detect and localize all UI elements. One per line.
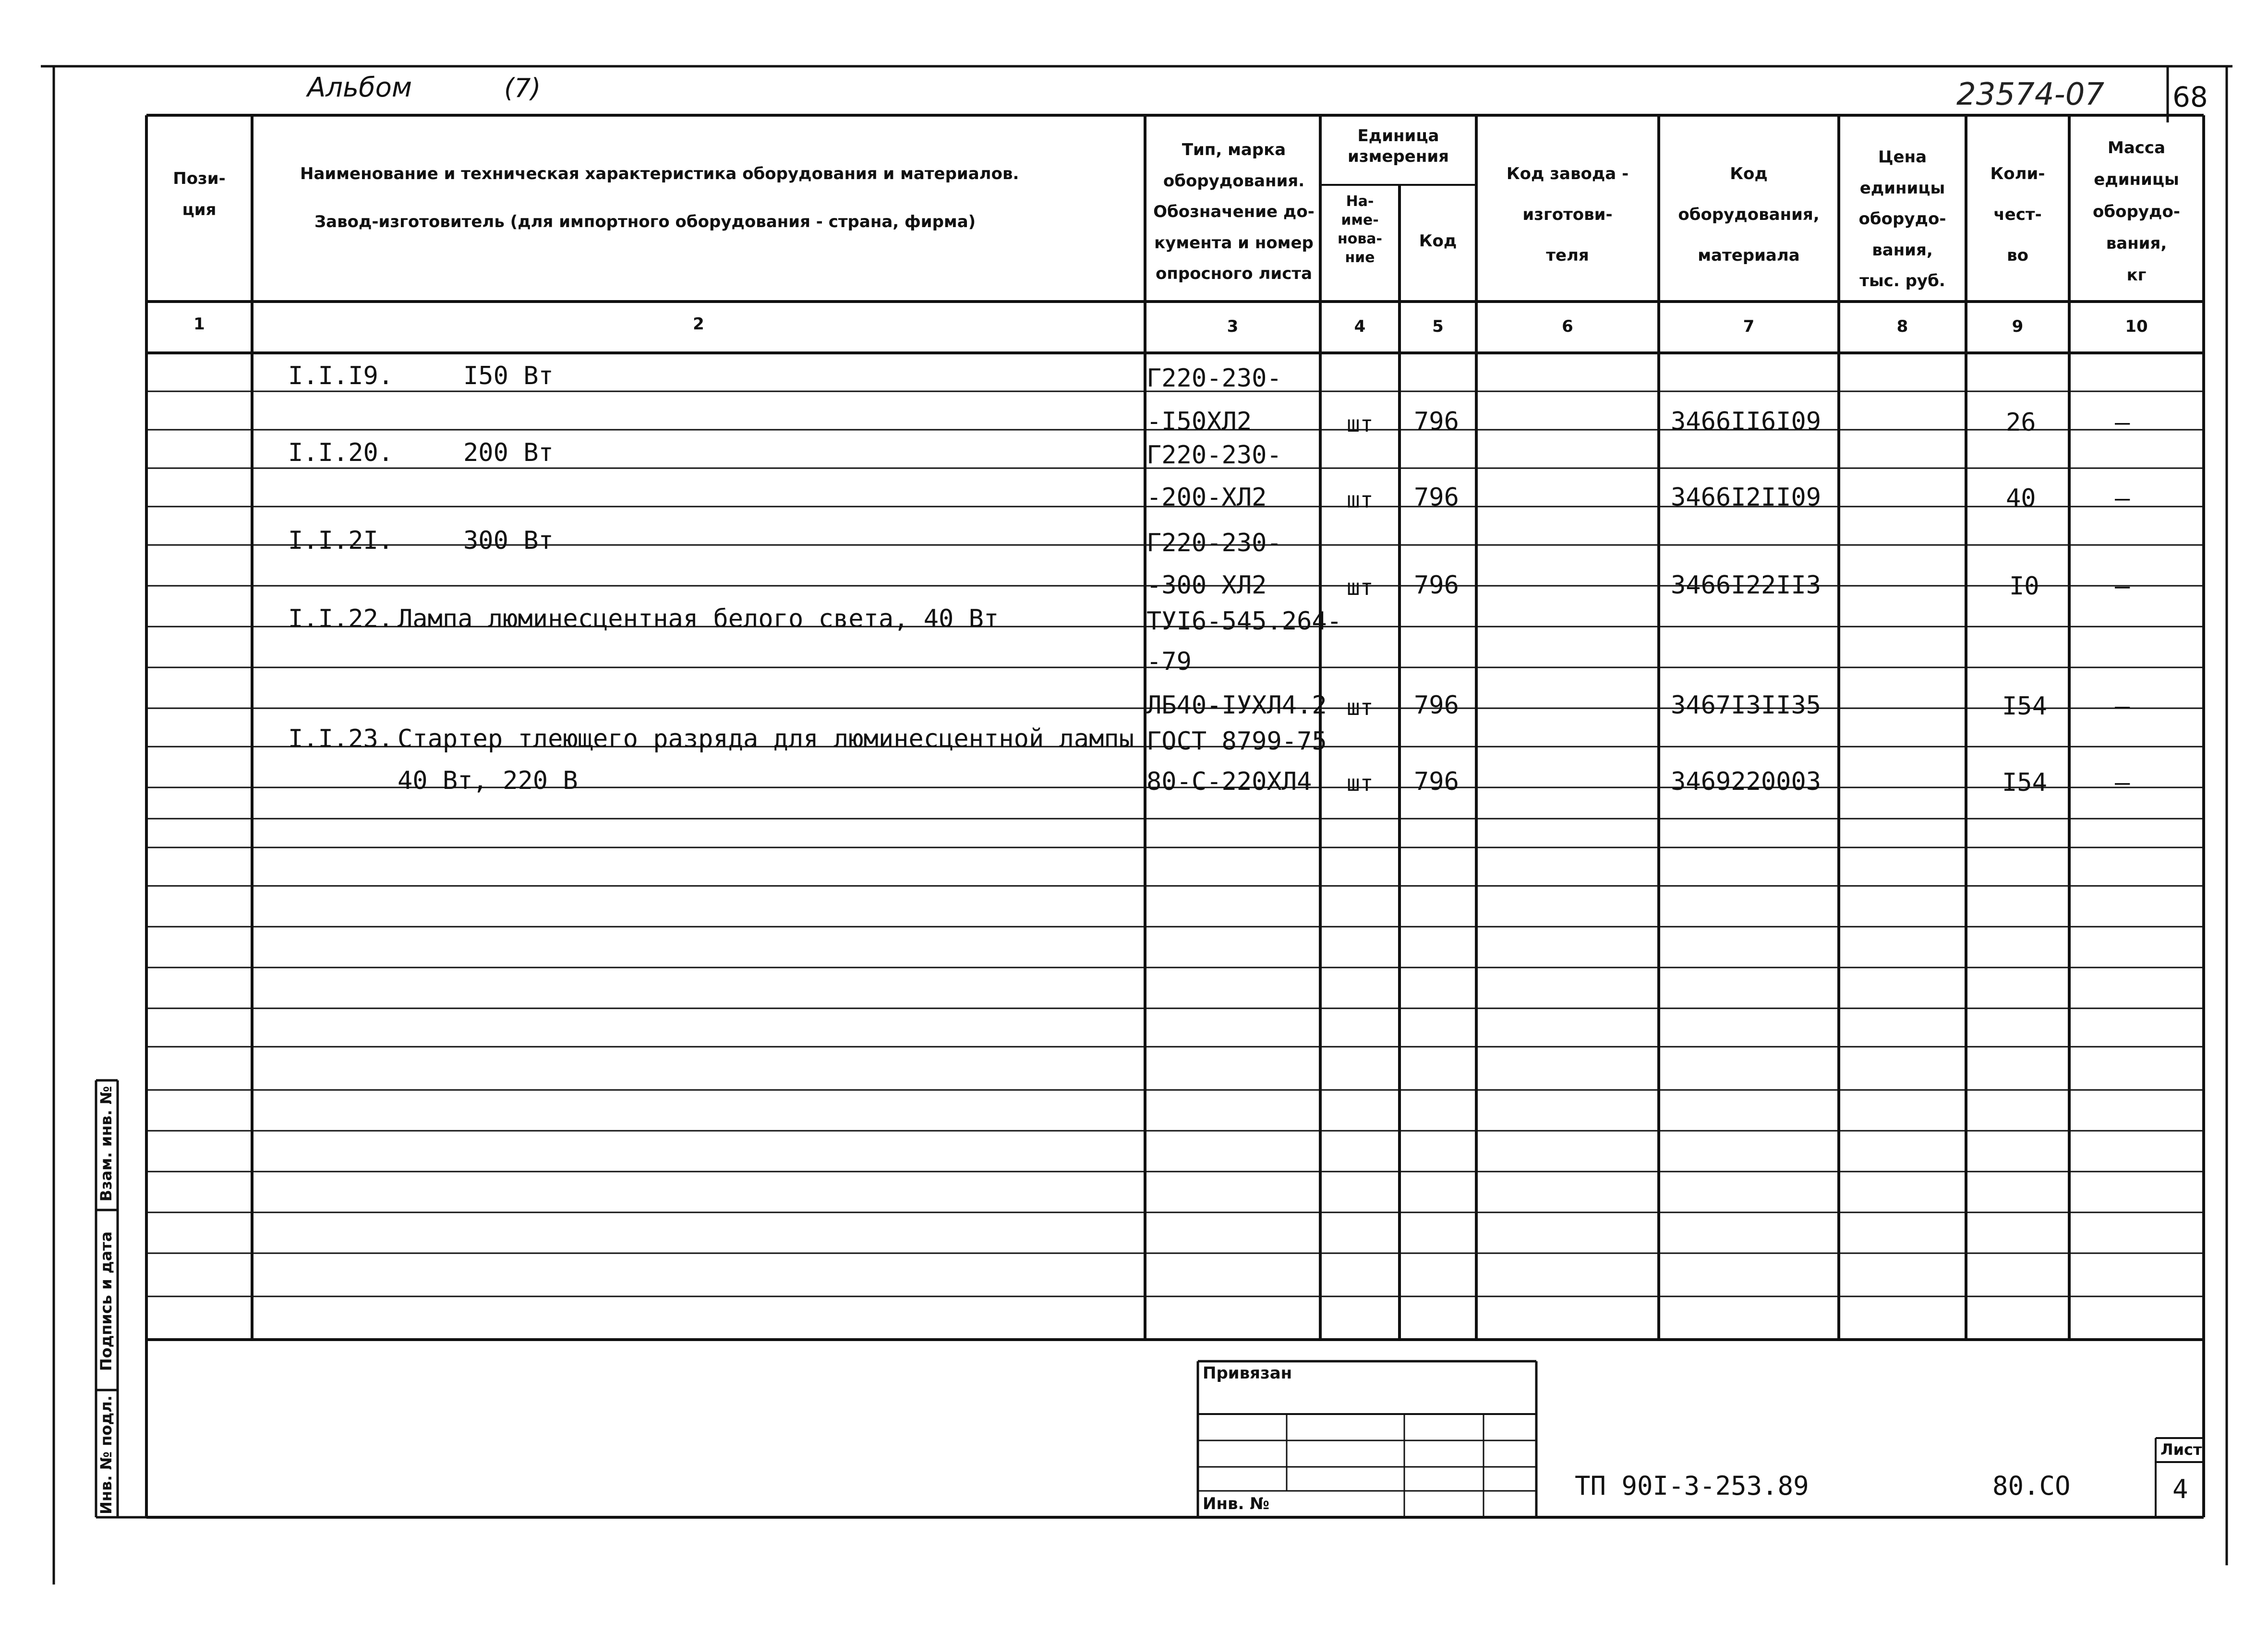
row-position: I.I.I9. (288, 362, 394, 390)
stamp-inv-label: Инв. № (1203, 1494, 1270, 1513)
row-mass: – (2115, 572, 2130, 601)
row-unit-code: 796 (1414, 691, 1459, 720)
col-number-10: 10 (2125, 317, 2148, 336)
row-quantity: I54 (2002, 692, 2047, 721)
col-number-1: 1 (193, 314, 205, 334)
stamp-sheet-number: 4 (2172, 1474, 2188, 1504)
header-factory-code: Код завода - изготови- теля (1506, 164, 1629, 265)
row-type: ТУI6-545.264- (1146, 607, 1342, 636)
row-equipment-code: 3466II6I09 (1671, 407, 1822, 436)
row-name-continued: 40 Вт, 220 В (398, 766, 578, 795)
row-equipment-code: 3466I2II09 (1671, 483, 1822, 512)
header-unit-code: Код (1419, 231, 1457, 251)
row-unit-code: 796 (1414, 483, 1459, 512)
header-price: Цена единицы оборудо- вания, тыс. руб. (1858, 147, 1946, 291)
stamp-attached-label: Привязан (1203, 1364, 1292, 1383)
row-type: -79 (1146, 647, 1192, 676)
row-type: -200-ХЛ2 (1146, 483, 1267, 512)
row-equipment-code: 3467I3II35 (1671, 691, 1822, 720)
row-mass: – (2115, 692, 2130, 721)
col-number-4: 4 (1354, 317, 1366, 336)
row-equipment-code: 3469220003 (1671, 767, 1822, 796)
row-name: Лампа люминесцентная белого света, 40 Вт (398, 605, 999, 633)
row-type: Г220-230- (1146, 441, 1282, 470)
col-number-5: 5 (1432, 317, 1444, 336)
row-quantity: 26 (2006, 408, 2036, 437)
row-unit: шт (1347, 487, 1374, 513)
row-mass: – (2115, 484, 2130, 513)
row-unit: шт (1347, 574, 1374, 600)
header-name: Наименование и техническая характеристика оборудования и материалов. (300, 164, 1019, 183)
document-code: 23574-07 (1956, 77, 2105, 112)
row-quantity: 40 (2006, 484, 2036, 513)
header-equipment-code: Код оборудования, материала (1678, 164, 1820, 265)
sidebar-original-inv: Инв. № подл. (97, 1395, 115, 1514)
row-name: I50 Вт (463, 362, 554, 390)
header-manufacturer: Завод-изготовитель (для импортного оборудования - страна, фирма) (314, 212, 976, 231)
row-name: 300 Вт (463, 526, 554, 555)
album-label: Альбом (307, 72, 412, 103)
row-quantity: I0 (2009, 572, 2039, 601)
col-number-2: 2 (693, 314, 704, 334)
page-number: 68 (2172, 81, 2208, 113)
stamp-document-number: ТП 90I-3-253.89 (1575, 1471, 1809, 1501)
row-quantity: I54 (2002, 768, 2047, 797)
row-unit-code: 796 (1414, 407, 1459, 436)
header-position: Пози- ция (173, 169, 226, 219)
stamp-sheet-label: Лист (2160, 1440, 2202, 1459)
row-type: ГОСТ 8799-75 (1146, 727, 1327, 756)
row-mass: – (2115, 768, 2130, 797)
header-unit-name: На- име- нова- ние (1337, 193, 1383, 266)
row-type: Г220-230- (1146, 364, 1282, 393)
row-unit-code: 796 (1414, 767, 1459, 796)
album-number: (7) (504, 73, 541, 103)
row-unit: шт (1347, 694, 1374, 720)
header-mass: Масса единицы оборудо- вания, кг (2093, 138, 2180, 285)
header-quantity: Коли- чест- во (1990, 164, 2045, 265)
row-position: I.I.22. (288, 605, 394, 633)
row-mass: – (2115, 408, 2130, 437)
row-type: 80-С-220ХЛ4 (1146, 767, 1312, 796)
col-number-8: 8 (1896, 317, 1908, 336)
row-unit: шт (1347, 411, 1374, 437)
col-number-3: 3 (1227, 317, 1239, 336)
row-position: I.I.23. (288, 725, 394, 753)
row-name: 200 Вт (463, 438, 554, 467)
col-number-7: 7 (1743, 317, 1755, 336)
row-position: I.I.2I. (288, 526, 394, 555)
row-type: -I50ХЛ2 (1146, 407, 1252, 436)
header-unit: Единица измерения (1348, 126, 1449, 166)
row-equipment-code: 3466I22II3 (1671, 571, 1822, 600)
col-number-6: 6 (1562, 317, 1573, 336)
sidebar-signature-date: Подпись и дата (97, 1231, 115, 1371)
sidebar-replacement-inv: Взам. инв. № (97, 1086, 115, 1202)
row-name: Стартер тлеющего разряда для люминесцентной лампы (398, 725, 1134, 753)
row-unit: шт (1347, 770, 1374, 796)
row-type: Г220-230- (1146, 529, 1282, 557)
row-type: -300 ХЛ2 (1146, 571, 1267, 600)
row-unit-code: 796 (1414, 571, 1459, 600)
stamp-section: 80.СО (1992, 1471, 2071, 1501)
row-position: I.I.20. (288, 438, 394, 467)
col-number-9: 9 (2012, 317, 2024, 336)
row-type: ЛБ40-IУХЛ4.2 (1146, 691, 1327, 720)
header-type: Тип, марка оборудования. Обозначение до- кумента и номер опросного листа (1153, 140, 1315, 284)
